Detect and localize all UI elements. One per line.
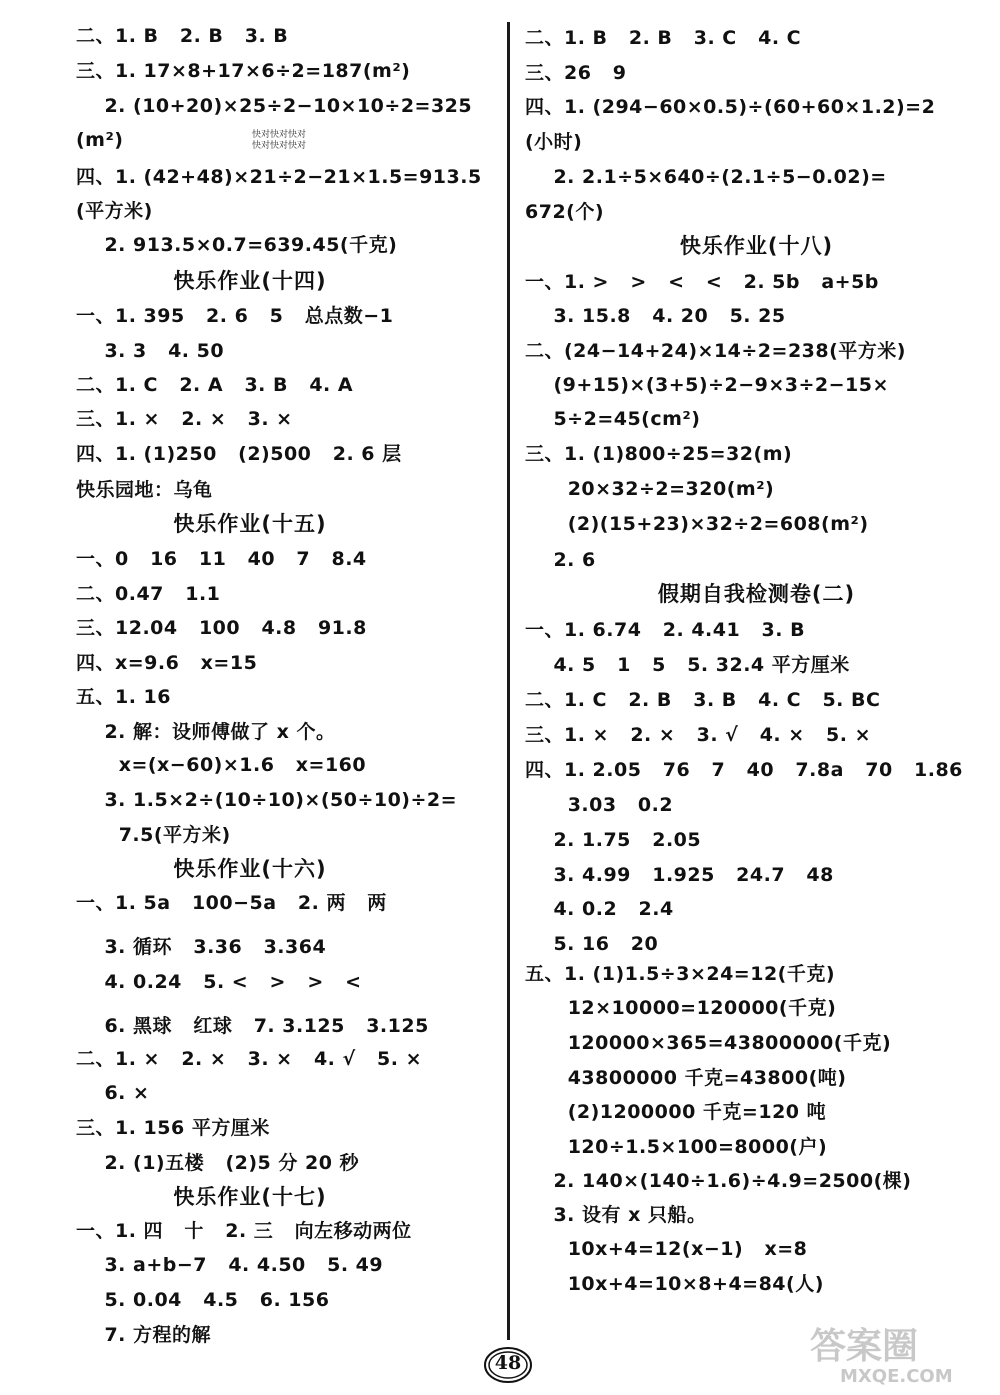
answer-line: 三、1. × 2. × 3. √ 4. × 5. × xyxy=(525,724,871,746)
section-heading: 快乐作业(十八) xyxy=(679,234,834,258)
answer-line: 2. 140×(140÷1.6)÷4.9=2500(棵) xyxy=(525,1170,912,1192)
answer-line: (m²) xyxy=(76,129,124,151)
answer-line: 2. (10+20)×25÷2−10×10÷2=325 xyxy=(76,95,473,117)
answer-line: 3. 4.99 1.925 24.7 48 xyxy=(525,864,834,886)
answer-line: 五、1. (1)1.5÷3×24=12(千克) xyxy=(525,963,836,985)
answer-line: 三、12.04 100 4.8 91.8 xyxy=(76,617,367,639)
answer-line: 2. 解：设师傅做了 x 个。 xyxy=(76,721,336,743)
page-number-badge xyxy=(483,1345,533,1385)
answer-line: 一、1. > > < < 2. 5b a+5b xyxy=(525,271,879,293)
answer-line: 四、1. (1)250 (2)500 2. 6 层 xyxy=(76,443,402,465)
stamp-text: 快对快对快对 快对快对快对 xyxy=(252,130,307,151)
answer-line: (小时) xyxy=(525,131,583,153)
answer-line: (2)(15+23)×32÷2=608(m²) xyxy=(525,513,869,535)
answer-line: 5. 16 20 xyxy=(525,933,659,955)
section-heading: 快乐作业(十六) xyxy=(173,857,327,881)
answer-line: 2. 913.5×0.7=639.45(千克) xyxy=(76,234,398,256)
answer-line: 二、1. B 2. B 3. B xyxy=(76,25,289,47)
column-divider xyxy=(507,22,510,1340)
answer-line: 四、x=9.6 x=15 xyxy=(76,652,258,674)
answer-line: 一、1. 6.74 2. 4.41 3. B xyxy=(525,619,806,641)
answer-line: (2)1200000 千克=120 吨 xyxy=(525,1101,827,1123)
answer-line: 一、1. 5a 100−5a 2. 两 两 xyxy=(76,892,387,914)
answer-line: 3. 1.5×2÷(10÷10)×(50÷10)÷2= xyxy=(76,789,458,811)
answer-line: 四、1. (294−60×0.5)÷(60+60×1.2)=2 xyxy=(525,96,936,118)
answer-line: 7.5(平方米) xyxy=(76,824,231,846)
answer-line: 三、1. 17×8+17×6÷2=187(m²) xyxy=(76,60,411,82)
answer-line: 三、26 9 xyxy=(525,62,627,84)
section-heading: 快乐作业(十五) xyxy=(173,512,327,536)
answer-line: 3. 设有 x 只船。 xyxy=(525,1204,707,1226)
answer-line: 5÷2=45(cm²) xyxy=(525,408,701,430)
answer-line: 三、1. × 2. × 3. × xyxy=(76,408,293,430)
answer-line: 2. (1)五楼 (2)5 分 20 秒 xyxy=(76,1152,360,1174)
answer-line: 2. 6 xyxy=(525,549,596,571)
right-column xyxy=(513,0,1000,1360)
answer-line: 3. a+b−7 4. 4.50 5. 49 xyxy=(76,1254,384,1276)
answer-line: 120000×365=43800000(千克) xyxy=(525,1032,892,1054)
section-heading: 假期自我检测卷(二) xyxy=(657,582,856,606)
answer-line: 5. 0.04 4.5 6. 156 xyxy=(76,1289,330,1311)
answer-line: 120÷1.5×100=8000(户) xyxy=(525,1136,828,1158)
answer-line: 2. 1.75 2.05 xyxy=(525,829,702,851)
watermark-logo xyxy=(800,1318,990,1388)
answer-line: 672(个) xyxy=(525,201,605,223)
watermark-title: 答案圈 xyxy=(810,1326,919,1367)
answer-line: 四、1. (42+48)×21÷2−21×1.5=913.5 xyxy=(76,166,482,188)
answer-line: 二、1. C 2. A 3. B 4. A xyxy=(76,374,354,396)
answer-line: 3. 15.8 4. 20 5. 25 xyxy=(525,305,786,327)
answer-line: (平方米) xyxy=(76,200,153,222)
answer-line: 二、(24−14+24)×14÷2=238(平方米) xyxy=(525,340,906,362)
answer-line: 4. 0.24 5. < > > < xyxy=(76,971,362,993)
answer-line: 快乐园地：乌龟 xyxy=(76,479,213,501)
answer-line: (9+15)×(3+5)÷2−9×3÷2−15× xyxy=(525,374,889,396)
section-heading: 快乐作业(十七) xyxy=(173,1185,327,1209)
section-heading: 快乐作业(十四) xyxy=(173,269,327,293)
answer-line: 3. 3 4. 50 xyxy=(76,340,225,362)
answer-line: x=(x−60)×1.6 x=160 xyxy=(76,754,367,776)
answer-line: 6. × xyxy=(76,1082,150,1104)
answer-line: 二、1. B 2. B 3. C 4. C xyxy=(525,27,802,49)
answer-line: 四、1. 2.05 76 7 40 7.8a 70 1.86 xyxy=(525,759,963,781)
answer-line: 三、1. (1)800÷25=32(m) xyxy=(525,443,793,465)
answer-line: 12×10000=120000(千克) xyxy=(525,997,837,1019)
answer-line: 4. 5 1 5 5. 32.4 平方厘米 xyxy=(525,654,850,676)
left-column xyxy=(0,0,500,1360)
answer-line: 二、0.47 1.1 xyxy=(76,583,221,605)
answer-line: 3. 循环 3.36 3.364 xyxy=(76,936,327,958)
answer-line: 20×32÷2=320(m²) xyxy=(525,478,775,500)
answer-line: 10x+4=10×8+4=84(人) xyxy=(525,1273,824,1295)
page-number: 48 xyxy=(494,1352,522,1374)
answer-line: 一、1. 395 2. 6 5 总点数−1 xyxy=(76,305,394,327)
answer-line: 二、1. C 2. B 3. B 4. C 5. BC xyxy=(525,689,881,711)
answer-line: 4. 0.2 2.4 xyxy=(525,898,674,920)
answer-line: 一、0 16 11 40 7 8.4 xyxy=(76,548,367,570)
answer-line: 一、1. 四 十 2. 三 向左移动两位 xyxy=(76,1220,412,1242)
answer-line: 三、1. 156 平方厘米 xyxy=(76,1117,270,1139)
answer-line: 2. 2.1÷5×640÷(2.1÷5−0.02)= xyxy=(525,166,887,188)
answer-line: 43800000 千克=43800(吨) xyxy=(525,1067,847,1089)
watermark-url: MXQE.COM xyxy=(840,1366,953,1387)
answer-line: 6. 黑球 红球 7. 3.125 3.125 xyxy=(76,1015,429,1037)
answer-line: 10x+4=12(x−1) x=8 xyxy=(525,1238,808,1260)
answer-line: 二、1. × 2. × 3. × 4. √ 5. × xyxy=(76,1048,422,1070)
answer-line: 7. 方程的解 xyxy=(76,1324,212,1346)
answer-line: 3.03 0.2 xyxy=(525,794,674,816)
answer-line: 五、1. 16 xyxy=(76,686,171,708)
